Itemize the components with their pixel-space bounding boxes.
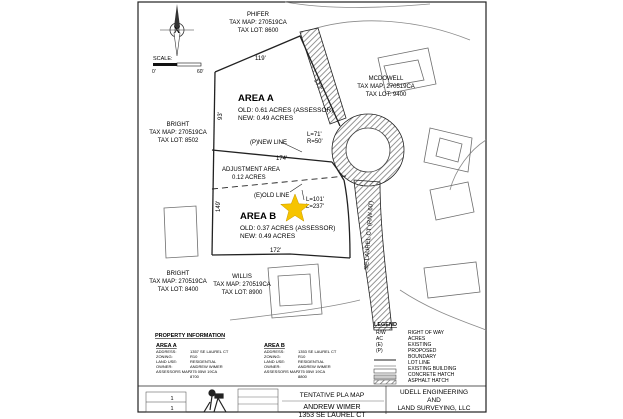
legend-item: RIGHT OF WAY	[408, 330, 445, 336]
client-address: 1353 SE LAUREL CT	[298, 412, 366, 419]
area-a-title: AREA A	[238, 93, 274, 104]
property-label: ASSESSORS MAP:	[156, 369, 192, 374]
owner-map: TAX MAP: 270519CA	[149, 130, 207, 136]
owner-lot: TAX LOT: 8400	[157, 287, 199, 293]
curve-lower-l: L=101'	[306, 197, 324, 203]
owner-map: TAX MAP: 270519CA	[213, 282, 271, 288]
dim-177: 177'	[312, 78, 323, 92]
owner-map: TAX MAP: 270519CA	[149, 279, 207, 285]
north-letter: N	[174, 26, 180, 35]
surveyor-logo-icon	[204, 390, 226, 412]
property-value: 275 05W 19CA	[298, 369, 326, 374]
company-line-2: AND	[427, 397, 441, 404]
scale-start: 0'	[152, 69, 156, 75]
company-line-3: LAND SURVEYING, LLC	[397, 405, 471, 412]
area-a-new: NEW: 0.49 ACRES	[238, 115, 294, 122]
legend-title: LEGEND	[374, 322, 397, 328]
property-value: ANDREW WIMER	[190, 364, 223, 369]
owner-willis	[213, 274, 271, 296]
adjustment-title: ADJUSTMENT AREA	[222, 167, 280, 173]
legend-item: PROPOSED	[408, 348, 437, 354]
owner-name: WILLIS	[232, 274, 252, 280]
legend-item: ASPHALT HATCH	[408, 378, 449, 384]
property-label: LAND USE:	[264, 359, 286, 364]
area-b-title: AREA B	[240, 211, 277, 222]
adjustment-area-label	[222, 167, 280, 181]
property-information	[155, 333, 337, 379]
adjustment-acres: 0.12 ACRES	[232, 175, 266, 181]
property-value: 275 05W 19CA	[190, 369, 218, 374]
owner-bright-8502	[149, 122, 207, 144]
legend-item: EXISTING	[408, 342, 432, 348]
title-block	[138, 386, 486, 419]
legend-key: R/W	[376, 330, 386, 336]
client-name: ANDREW WIMER	[303, 404, 361, 411]
property-label: ZONING:	[156, 354, 173, 359]
owner-lot: TAX LOT: 9400	[365, 92, 407, 98]
property-value: 1357 SE LAUREL CT	[190, 349, 229, 354]
property-label: ADDRESS:	[264, 349, 285, 354]
north-arrow-icon	[160, 4, 194, 56]
owner-name: MCDOWELL	[368, 76, 404, 82]
property-value: 8700	[190, 374, 199, 379]
owner-map: TAX MAP: 270519CA	[229, 20, 287, 26]
area-b-old: OLD: 0.37 ACRES (ASSESSOR)	[240, 225, 336, 232]
owner-phifer	[229, 12, 287, 34]
owner-map: TAX MAP: 270519CA	[357, 84, 415, 90]
road-name: SE LAUREL CT (R/W 60')	[364, 200, 375, 271]
property-info-heading: PROPERTY INFORMATION	[155, 333, 226, 339]
property-label: ASSESSORS MAP:	[264, 369, 300, 374]
new-line-label: (P)NEW LINE	[250, 140, 288, 146]
curve-lower-r: L=237'	[306, 204, 324, 210]
owner-name: BRIGHT	[166, 271, 190, 277]
dim-172: 172'	[270, 248, 282, 254]
curve-upper-r: R=50'	[307, 139, 323, 145]
curve-upper-l: L=71'	[307, 132, 322, 138]
area-b-new: NEW: 0.49 ACRES	[240, 233, 296, 240]
plan-title: TENTATIVE PLA MAP	[299, 392, 365, 399]
area-b-info-title: AREA B	[264, 343, 285, 349]
property-label: OWNER:	[156, 364, 173, 369]
property-label: ADDRESS:	[156, 349, 177, 354]
property-value: R10	[298, 354, 306, 359]
legend	[374, 322, 456, 384]
legend-item: LOT LINE	[408, 360, 431, 366]
property-value: 8800	[298, 374, 307, 379]
legend-item: CONCRETE HATCH	[408, 372, 455, 378]
sheet-num-1: 1	[170, 396, 174, 402]
leader-lines	[281, 142, 304, 200]
owner-mcdowell	[357, 76, 415, 98]
owner-lot: TAX LOT: 8600	[237, 28, 279, 34]
owner-name: BRIGHT	[166, 122, 190, 128]
scale-label: SCALE:	[153, 56, 173, 62]
property-label: OWNER:	[264, 364, 281, 369]
property-value: ANDREW WIMER	[298, 364, 331, 369]
sheet-num-2: 1	[170, 406, 174, 412]
property-label: ZONING:	[264, 354, 281, 359]
legend-key: (E)	[376, 342, 383, 348]
property-value: RESIDENTIAL	[190, 359, 217, 364]
area-a-old: OLD: 0.61 ACRES (ASSESSOR)	[238, 107, 334, 114]
scale-bar	[152, 56, 204, 75]
property-value: 1353 SE LAUREL CT	[298, 349, 337, 354]
dim-174: 174'	[276, 156, 288, 162]
property-value: RESIDENTIAL	[298, 359, 325, 364]
legend-item: ACRES	[408, 336, 426, 342]
old-line-label: (E)OLD LINE	[254, 193, 290, 199]
owner-lot: TAX LOT: 8900	[221, 290, 263, 296]
dim-149: 149'	[216, 200, 222, 212]
company-line-1: UDELL ENGINEERING	[399, 389, 469, 396]
property-label: LAND USE:	[156, 359, 178, 364]
legend-item: BOUNDARY	[408, 354, 437, 360]
legend-key: AC	[376, 336, 383, 342]
owner-lot: TAX LOT: 8502	[157, 138, 199, 144]
owner-name: PHIFER	[246, 12, 270, 18]
legend-key: (P)	[376, 348, 383, 354]
area-a-info-title: AREA A	[156, 343, 177, 349]
dim-119: 119'	[255, 56, 266, 62]
area-a-label	[238, 93, 333, 122]
legend-item: EXISTING BUILDING	[408, 366, 457, 372]
property-value: R10	[190, 354, 198, 359]
dim-93: 93'	[218, 112, 224, 120]
owner-bright-8400	[149, 271, 207, 293]
scale-end: 60'	[197, 69, 204, 75]
